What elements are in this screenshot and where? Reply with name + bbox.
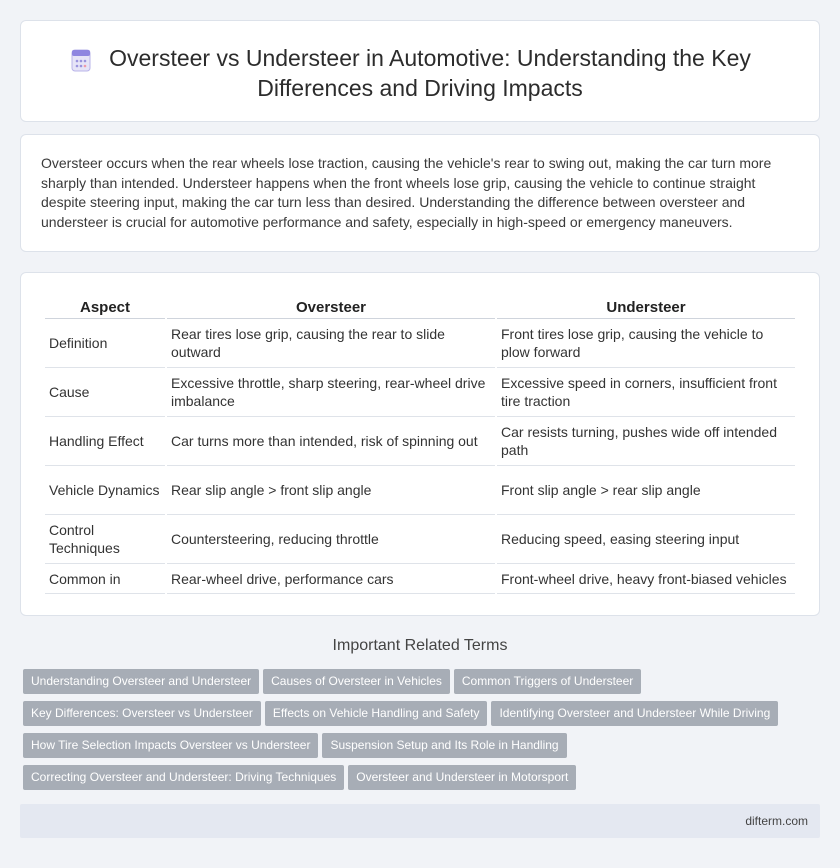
- oversteer-cell: Rear slip angle > front slip angle: [167, 466, 495, 515]
- comparison-card: [20, 272, 820, 616]
- footer-site-name[interactable]: difterm.com: [745, 814, 808, 828]
- understeer-cell: Front-wheel drive, heavy front-biased vehicles: [497, 564, 795, 594]
- column-header-oversteer: Oversteer: [167, 297, 495, 319]
- oversteer-cell: Rear-wheel drive, performance cars: [167, 564, 495, 594]
- aspect-cell: Control Techniques: [45, 515, 165, 564]
- intro-card: [20, 134, 820, 252]
- header-card: [20, 20, 820, 122]
- column-header-understeer: Understeer: [497, 297, 795, 319]
- tag-row: [23, 765, 823, 797]
- column-header-aspect: Aspect: [45, 297, 165, 319]
- table-row: [45, 417, 795, 466]
- related-term-tag[interactable]: Correcting Oversteer and Understeer: Driving Techniques: [23, 765, 344, 790]
- related-term-tag[interactable]: Oversteer and Understeer in Motorsport: [348, 765, 576, 790]
- tag-row: [23, 701, 823, 733]
- oversteer-cell: Car turns more than intended, risk of spinning out: [167, 417, 495, 466]
- related-terms-heading: Important Related Terms: [332, 637, 508, 654]
- page-title: Oversteer vs Understeer in Automotive: Understanding the Key Differences and Driving Impacts: [109, 45, 751, 101]
- table-row: [45, 368, 795, 417]
- understeer-cell: Reducing speed, easing steering input: [497, 515, 795, 564]
- related-term-tag[interactable]: Effects on Vehicle Handling and Safety: [265, 701, 488, 726]
- footer: [20, 804, 820, 838]
- aspect-cell: Common in: [45, 564, 165, 594]
- understeer-cell: Front slip angle > rear slip angle: [497, 466, 795, 515]
- understeer-cell: Front tires lose grip, causing the vehicle to plow forward: [497, 319, 795, 368]
- table-row: [45, 319, 795, 368]
- intro-paragraph: Oversteer occurs when the rear wheels lose traction, causing the vehicle's rear to swing out, making the car turn more sharply than intended. Understeer happens when the front wheels lose grip, causing the vehicle to continue straight despite steering input, making the car turn less than desired. Understanding the difference between oversteer and understeer is crucial for automotive performance and safety, especially in high-speed or emergency maneuvers.: [41, 155, 772, 230]
- related-term-tag[interactable]: Causes of Oversteer in Vehicles: [263, 669, 450, 694]
- related-term-tag[interactable]: Identifying Oversteer and Understeer While Driving: [491, 701, 778, 726]
- table-row: [45, 515, 795, 564]
- related-term-tag[interactable]: Key Differences: Oversteer vs Understeer: [23, 701, 261, 726]
- related-term-tag[interactable]: Understanding Oversteer and Understeer: [23, 669, 259, 694]
- tag-row: [23, 669, 823, 701]
- related-term-tag[interactable]: How Tire Selection Impacts Oversteer vs Understeer: [23, 733, 318, 758]
- understeer-cell: Excessive speed in corners, insufficient front tire traction: [497, 368, 795, 417]
- aspect-cell: Cause: [45, 368, 165, 417]
- oversteer-cell: Countersteering, reducing throttle: [167, 515, 495, 564]
- related-term-tag[interactable]: Suspension Setup and Its Role in Handling: [322, 733, 566, 758]
- aspect-cell: Definition: [45, 319, 165, 368]
- oversteer-cell: Rear tires lose grip, causing the rear to slide outward: [167, 319, 495, 368]
- comparison-table: [43, 297, 797, 594]
- oversteer-cell: Excessive throttle, sharp steering, rear-wheel drive imbalance: [167, 368, 495, 417]
- related-terms-list: [23, 669, 823, 797]
- related-term-tag[interactable]: Common Triggers of Understeer: [454, 669, 641, 694]
- table-header-row: [45, 297, 795, 319]
- table-row: [45, 564, 795, 594]
- tag-row: [23, 733, 823, 765]
- aspect-cell: Vehicle Dynamics: [45, 466, 165, 515]
- understeer-cell: Car resists turning, pushes wide off intended path: [497, 417, 795, 466]
- table-row: [45, 466, 795, 515]
- aspect-cell: Handling Effect: [45, 417, 165, 466]
